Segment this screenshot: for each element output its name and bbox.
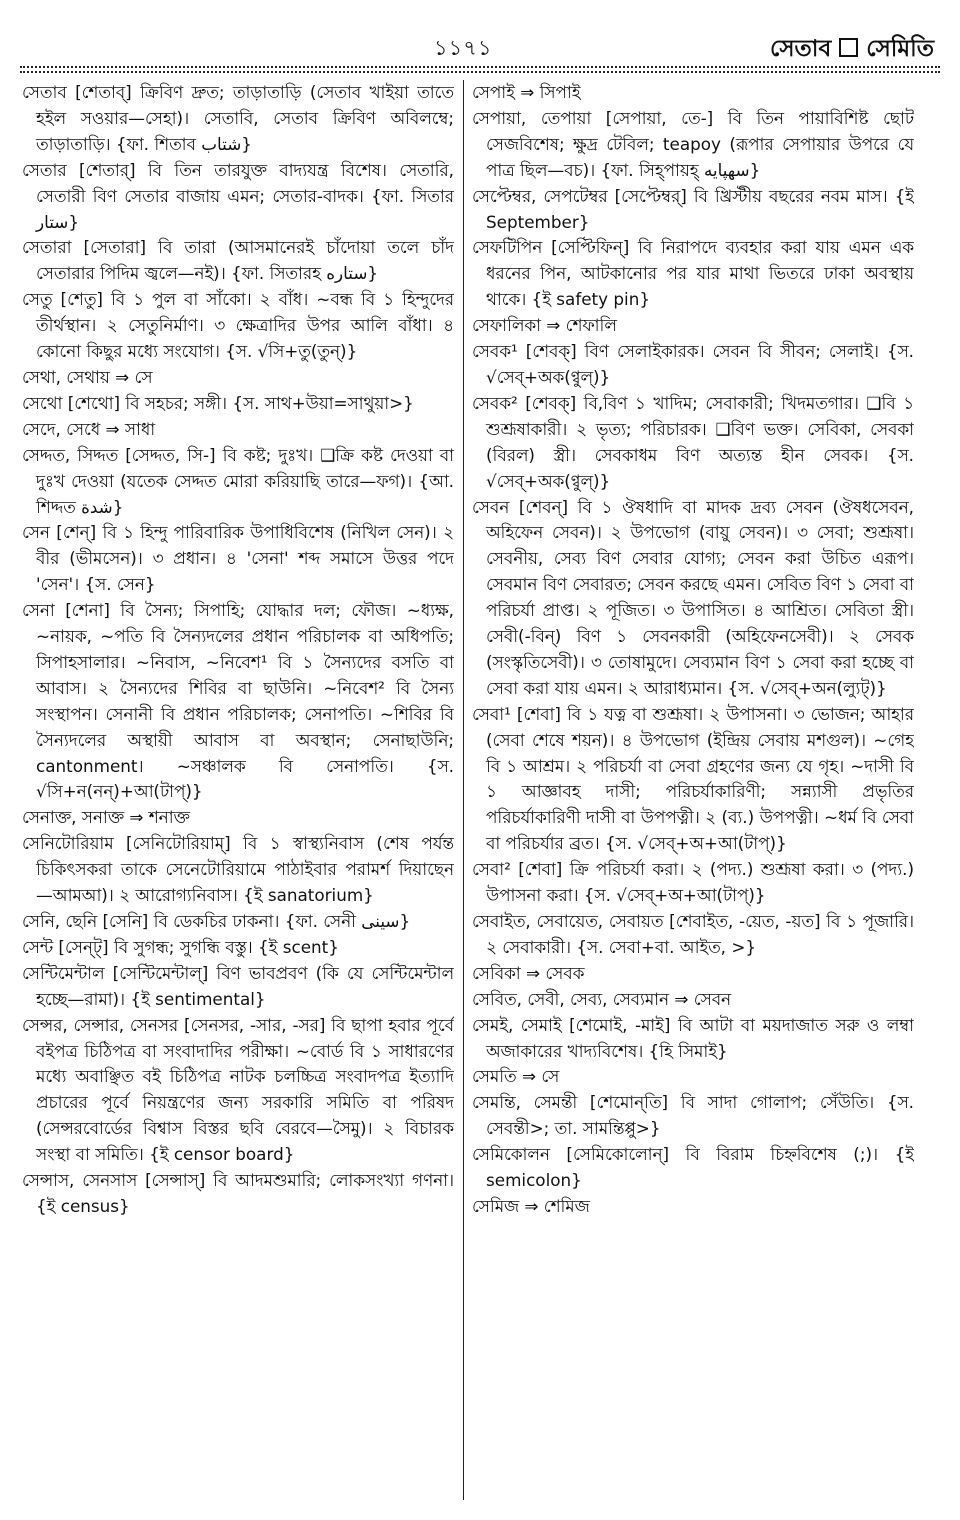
- dictionary-entry: সেবা¹ [শেবা] বি ১ যত্ন বা শুশ্রূষা। ২ উপাসনা। ৩ ভোজন; আহার (সেবা শেষে শয়ন)। ৪ উপভোগ (ইন্দ্রিয় সেবায় মশগুল)। ~গেহ বি ১ আশ্রম। ২ পরিচর্যা বা সেবা গ্রহণের জন্য যে গৃহ। ~দাসী বি ১ আজ্ঞাবহ দাসী; পরিচর্যাকারিণী; সন্ন্যাসী প্রভৃতির পরিচর্যাকারিণী দাসী বা উপপত্নী। ২ (ব্য.) উপপত্নী। ~ধর্ম বি সেবা বা পরিচর্যার ব্রত। {স. √সেব্+অ+আ(টাপ্)}: [472, 703, 914, 854]
- dictionary-entry: সেন্সাস, সেনসাস [সেন্সাস্] বি আদমশুমারি; লোকসংখ্যা গণনা। {ই census}: [22, 1170, 454, 1216]
- dictionary-entry: সেবা² [শেবা] ক্রি পরিচর্যা করা। ২ (পদ্য.) শুশ্রূষা করা। ৩ (পদ্য.) উপাসনা করা। {স. √সেব্+অ+আ(টাপ্)}: [472, 859, 914, 906]
- dictionary-entry: সেন্ট [সেন্ট্] বি সুগন্ধ; সুগন্ধি বস্তু। {ই scent}: [22, 936, 339, 957]
- dictionary-entry: সেতাব [শেতাব্] ক্রিবিণ দ্রুত; তাড়াতাড়ি (সেতাব খাইয়া তাতে হইল সওয়ার—সেহা)। সেতাবি, সেতাব ক্রিবিণ অবিলম্বে; তাড়াতাড়ি। {ফা. শিতাব شتاب}: [22, 82, 454, 154]
- left-column: [22, 80, 454, 1510]
- right-column: [472, 80, 914, 1510]
- dictionary-entry: সেতু [শেতু] বি ১ পুল বা সাঁকো। ২ বাঁধ। ~বন্ধ বি ১ হিন্দুদের তীর্থস্থান। ২ সেতুনির্মাণ। ৩ ক্ষেত্রাদির উপর আলি বাঁধা। ৪ কোনো কিছুর মধ্যে সংযোগ। {স. √সি+তু(তুন্)}: [22, 289, 454, 362]
- dictionary-entry: সেবক² [শেবক্] বি,বিণ ১ খাদিম; সেবাকারী; খিদমতগার। ❑বি ১ শুশ্রূষাকারী। ২ ভৃত্য; পরিচারক। ❑বিণ ভক্ত। সেবিকা, সেবকা (বিরল) স্ত্রী। সেবকাধম বিণ অত্যন্ত হীন সেবক। {স. √সেব্+অক(ণ্বুল্)}: [472, 392, 914, 491]
- dictionary-entry: সেতারা [সেতারা] বি তারা (আসমানেরই চাঁদোয়া তলে চাঁদ সেতারার পিদিম জ্বলে—নই)। {ফা. সিতারহ ستاره}: [22, 237, 454, 284]
- running-head-last-word: সেমিতি: [866, 36, 934, 62]
- header-rule: [20, 66, 940, 73]
- dictionary-entry: সেমন্তি, সেমন্তী [শেমোন্‌তি] বি সাদা গোলাপ; সেঁউতি। {স. সেবন্তী>; তা. সামন্তিপ্পু>}: [472, 1092, 914, 1139]
- dictionary-entry: সেথো [শেথো] বি সহচর; সঙ্গী। {স. সাথ+উয়া=সাথুয়া>}: [22, 392, 414, 413]
- dictionary-entry: সেবিকা ⇒ সেবক: [472, 962, 585, 983]
- dictionary-entry: সেন [শেন্] বি ১ হিন্দু পারিবারিক উপাধিবিশেষ (নিখিল সেন)। ২ বীর (ভীমসেন)। ৩ প্রধান। ৪ 'সেনা' শব্দ সমাসে উত্তর পদে 'সেন'। {স. সেন}: [22, 522, 454, 595]
- dictionary-entry: সেবিত, সেবী, সেব্য, সেব্যমান ⇒ সেবন: [472, 988, 732, 1009]
- dictionary-entry: সেপায়া, তেপায়া [সেপায়া, তে-] বি তিন পায়াবিশিষ্ট ছোট সেজবিশেষ; ক্ষুদ্র টেবিল; teapoy (রূপার সেপায়ার উপরে যে পাত্র ছিল—বচ)। {ফা. সিহ্পায়হ্ سهپایه}: [472, 107, 914, 180]
- running-head: [770, 30, 934, 69]
- dictionary-entry: সেদে, সেধে ⇒ সাধা: [22, 418, 156, 439]
- dictionary-entry: সেন্সর, সেন্সার, সেনসর [সেনসর, -সার, -সর] বি ছাপা হবার পূর্বে বইপত্র চিঠিপত্র বা সংবাদাদির পরীক্ষা। ~বোর্ড বি ১ সাধারণের মধ্যে অবাঞ্ছিত বই চিঠিপত্র নাটক চলচ্চিত্র সংবাদপত্র ইত্যাদি প্রচারের পূর্বে নিয়ন্ত্রণের জন্য সরকারি সমিতি বা পরিষদ (সেন্সরবোর্ডের বিশ্বাস বিস্তর ছবি বেরবে—সৈমু)। ২ বিচারক সংস্থা বা সমিতি। {ই censor board}: [22, 1014, 454, 1165]
- dictionary-entry: সেমই, সেমাই [শেমোই, -মাই] বি আটা বা ময়দাজাত সরু ও লম্বা অজাকারের খাদ্যবিশেষ। {হি সিমাই}: [472, 1014, 914, 1061]
- dictionary-entry: সেন্টিমেন্টাল [সেন্টিমেন্টাল্] বিণ ভাবপ্রবণ (কি যে সেন্টিমেন্টাল হচ্ছে—রামা)। {ই sentimental}: [22, 962, 454, 1009]
- dictionary-entry: সেমিকোলন [সেমিকোলোন্] বি বিরাম চিহ্নবিশেষ (;)। {ই semicolon}: [472, 1144, 914, 1191]
- dictionary-entry: সেনা [শেনা] বি সৈন্য; সিপাহি; যোদ্ধার দল; ফৌজ। ~ধ্যক্ষ, ~নায়ক, ~পতি বি সৈন্যদলের প্রধান পরিচালক বা অধিপতি; সিপাহসালার। ~নিবাস, ~নিবেশ¹ বি ১ সৈন্যদের বসতি বা আবাস। ২ সৈন্যদের শিবির বা ছাউনি। ~নিবেশ² বি সৈন্য সংস্থাপন। সেনানী বি প্রধান পরিচালক; সেনাপতি। ~শিবির বি সৈন্যদলের অস্থায়ী আবাস বা অবস্থান; সেনাছাউনি; cantonment। ~সঞ্চালক বি সেনাপতি। {স. √সি+ন(নন্)+আ(টাপ্)}: [22, 600, 454, 802]
- dictionary-entry: সেদ্দত, সিদ্দত [সেদ্দত, সি-] বি কষ্ট; দুঃখ। ❑ক্রি কষ্ট দেওয়া বা দুঃখ দেওয়া (যতেক সেদ্দত মোরা করিয়াছি তারে—ফগ)। {আ. শিদ্দত شدة}: [22, 444, 454, 517]
- dictionary-entry: সেমিজ ⇒ শেমিজ: [472, 1195, 590, 1216]
- dictionary-entry: সেথা, সেথায় ⇒ সে: [22, 366, 153, 387]
- dictionary-entry: সেনাক্ত, সনাক্ত ⇒ শনাক্ত: [22, 807, 190, 828]
- dictionary-entry: সেবন [শেবন্] বি ১ ঔষধাদি বা মাদক দ্রব্য সেবন (ঔষধসেবন, অহিফেন সেবন)। ২ উপভোগ (বায়ু সেবন)। ৩ সেবা; শুশ্রূষা। সেবনীয়, সেব্য বিণ সেবার যোগ্য; সেবন করা উচিত এরূপ। সেবমান বিণ সেবারত; সেবন করছে এমন। সেবিত বিণ ১ সেবা বা পরিচর্যা প্রাপ্ত। ২ পূজিত। ৩ উপাসিত। ৪ আশ্রিত। সেবিতা স্ত্রী। সেবী(-বিন্) বিণ ১ সেবনকারী (অহিফেনসেবী)। ২ সেবক (সংস্কৃতিসেবী)। ৩ তোষামুদে। সেব্যমান বিণ ১ সেবা করা হচ্ছে বা সেবা করা যায় এমন। ২ আরাধ্যমান। {স. √সেব্+অন(ল্যুট্)}: [472, 496, 914, 698]
- dictionary-entry: সেনিটোরিয়াম [সেনিটোরিয়াম্] বি ১ স্বাস্থ্যনিবাস (শেষ পর্যন্ত চিকিৎসকরা তাকে সেনেটোরিয়ামে পাঠাইবার পরামর্শ দিয়াছেন—আমআ)। ২ আরোগ্যনিবাস। {ই sanatorium}: [22, 833, 454, 906]
- dictionary-entry: সেনি, ছেনি [সেনি] বি ডেকচির ঢাকনা। {ফা. সেনী سینی}: [22, 911, 411, 931]
- square-separator-icon: [839, 38, 858, 57]
- column-divider: [463, 80, 464, 1500]
- dictionary-entry: সেমতি ⇒ সে: [472, 1066, 560, 1087]
- dictionary-entry: সেবাইত, সেবায়েত, সেবায়ত [শেবাইত, -য়েত, -য়ত] বি ১ পূজারি। ২ সেবাকারী। {স. সেবা+বা. আইত, >}: [472, 911, 914, 957]
- dictionary-entry: সেবক¹ [শেবক্] বিণ সেলাইকারক। সেবন বি সীবন; সেলাই। {স. √সেব্+অক(ণ্বুল্)}: [472, 341, 914, 387]
- dictionary-entry: সেফালিকা ⇒ শেফালি: [472, 315, 617, 336]
- dictionary-entry: সেপ্টেম্বর, সেপটেম্বর [সেপ্টেম্বর্] বি খ্রিস্টীয় বছরের নবম মাস। {ই September}: [472, 185, 914, 232]
- dictionary-entry: সেপাই ⇒ সিপাই: [472, 82, 581, 102]
- dictionary-entry: সেতার [শেতার্] বি তিন তারযুক্ত বাদ্যযন্ত্র বিশেষ। সেতারি, সেতারী বিণ সেতার বাজায় এমন; সেতার-বাদক। {ফা. সিতার ستار}: [22, 159, 454, 232]
- running-head-first-word: সেতাব: [770, 36, 832, 62]
- page-number: ১১৭১: [434, 36, 493, 60]
- dictionary-entry: সেফটিপিন [সেপ্টিফিন্] বি নিরাপদে ব্যবহার করা যায় এমন এক ধরনের পিন, আটকানোর পর যার মাথা ভিতরে ঢাকা অবস্থায় থাকে। {ই safety pin}: [472, 237, 914, 310]
- page-header: [0, 0, 960, 70]
